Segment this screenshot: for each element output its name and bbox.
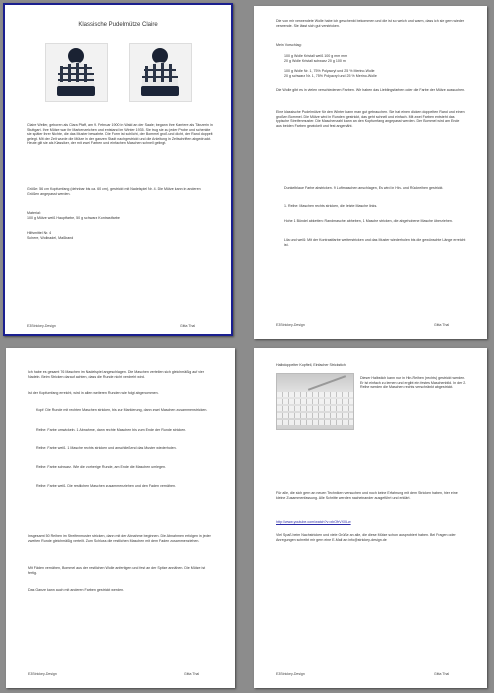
footer-right: Gitta Thal bbox=[434, 323, 450, 327]
tools-list: Schere, Wollnadel, Maßband bbox=[27, 236, 74, 240]
step-item: Hohe 1 Bündel abketten: Randmasche abheben, 1 Masche stricken, die abgehobene Masche überziehen. bbox=[284, 219, 453, 223]
step-item: Reihe: Farbe weiß. 1 Masche rechts stricken und anschließend das Muster wiederholen. bbox=[36, 446, 177, 450]
yarn-item: 100 g Wolle Nr. 1, 75% Polyacryl und 25 % Merino-Wolle bbox=[284, 69, 375, 73]
footer-right: Gitta Thal bbox=[434, 672, 450, 676]
material-heading: Material: bbox=[27, 211, 41, 215]
footer-left: E3Strickey-Design bbox=[28, 672, 57, 676]
hat-photo-1 bbox=[45, 43, 108, 102]
footer-left: E3Strickey-Design bbox=[27, 324, 56, 328]
intro-paragraph: Die von mir verwendete Wolle habe ich geschenkt bekommen und die ist so weich und warm, dass ich sie gern wieder verwende. Sie lässt sich gut verstricken. bbox=[276, 19, 465, 28]
body-paragraph: Für alle, die sich gern an neuen Techniken versuchen und noch keine Erfahrung mit dem Stricken haben, hier eine kleine Zusammenfassung. Alle Schritte werden nacheinander ausgeführt und erklärt. bbox=[276, 491, 458, 500]
body-line: Ist der Kopfumfang erreicht, wird in allen weiteren Runden wie folgt abgenommen. bbox=[28, 391, 159, 395]
video-link[interactable]: http://www.youtube.com/watch?v=xbOfrVX0Lw bbox=[276, 520, 351, 524]
closing-paragraph: Viel Spaß beim Nachstricken und viele Grüße an alle, die diese Mütze schon ausprobiert haben. Bei Fragen oder Anregungen schreibt mir gern eine E-Mail an info@strickey-design.de bbox=[276, 533, 456, 542]
yarn-item: 100 g Wolle Kristall weiß 100 g mm mm bbox=[284, 54, 348, 58]
image-caption: Halbdoppelter Kopfteil, Einfacher Strickstich bbox=[276, 363, 346, 367]
footer-left: E3Strickey-Design bbox=[276, 323, 305, 327]
footer-right: Gitta Thal bbox=[180, 324, 196, 328]
step-item: Reihe: Farbe umwickeln. 1 Abnahme, dann rechte Maschen bis zum Ende der Runde stricken. bbox=[36, 428, 187, 432]
body-paragraph: Mit Fäden vernähen, Bommel aus der restlichen Wolle anfertigen und fest an der Spitze annähen. Die Mütze ist fertig. bbox=[28, 566, 206, 575]
note-paragraph: Die Wolle gibt es in vielen verschiedenen Farben. Wir haben das Lieblingsfarben oder die Farbe der Mütze aussuchen. bbox=[276, 88, 466, 92]
footer-right: Gitta Thal bbox=[184, 672, 200, 676]
yarn-item: 20 g Wolle Kristall schwarz 20 g 100 m bbox=[284, 59, 346, 63]
specs-paragraph: Größe: 56 cm Kopfumfang (dehnbar bis ca. 60 cm), gestrickt mit Nadelspiel Nr. 4. Die Mütze kann in anderen Größen angepasst werden. bbox=[27, 187, 201, 196]
step-item: Lila und weiß: Mit der Kontrastfarbe weiterstricken und das Muster wiederholen bis die gewünschte Länge erreicht ist. bbox=[284, 238, 466, 247]
document-page-2 bbox=[254, 6, 487, 339]
document-page-4 bbox=[254, 348, 487, 688]
step-item: Dunkelblaue Farbe abstricken. 9 Luftmaschen anschlagen, Es wird in Hin- und Rückreihen gestrickt. bbox=[284, 186, 444, 190]
knitting-photo bbox=[276, 373, 354, 430]
document-page-3 bbox=[6, 348, 235, 688]
step-item: Reihe: Farbe weiß. Die restlichen Maschen zusammenziehen und den Faden vernähen. bbox=[36, 484, 177, 488]
body-paragraph: Insgesamt 50 Reihen im Streifenmuster stricken, dann mit der Abnahme beginnen. Die Abnahmen erfolgen in jeder zweiten Runde gleichmäßig verteilt. Zum Schluss die restlichen Maschen mit dem Faden zusammenziehen. bbox=[28, 534, 211, 543]
yarn-heading: Mein Vorschlag: bbox=[276, 43, 302, 47]
step-item: Reihe: Farbe schwarz. Wie die vorherige Runde, am Ende die Maschen umlegen. bbox=[36, 465, 167, 469]
intro-paragraph: Claire Weller, geboren als Clara Pfaff, am 9. Februar 1900 in Wald an der Saale; begann ihre Karriere als Tänzerin in Stuttgart. Ihre Mütze war ihr Markenzeichen und entstand im Winter 1935. Sie trug sie zu jeder Probe und schenkte sie später ihrer Nichte, die das Muster bewahrte. Die Form ist schlicht, der Bommel groß und dicht, der Rand doppelt gelegt. Mit der Zeit wurde die Mütze in der ganzen Stadt nachgestrickt und die Anleitung in Zeitschriften abgedruckt. Heute gilt sie als Klassiker, der mit zwei Farben und einfachen Maschen schnell gelingt. bbox=[27, 123, 213, 146]
body-paragraph: Eine klassische Pudelmütze für den Winter kann man gut gebrauchen. Sie hat einen dicken doppelten Rand und einen großen Bommel. Die Mütze wird in Runden gestrickt, das geht schnell und einfach. Mit zwei Farben entsteht das typische Streifenmuster. Die Maschenzahl kann an den Kopfumfang angepasst werden. Der Bommel wird am Ende aus beiden Farben gewickelt und fest angenäht. bbox=[276, 110, 465, 128]
step-item: Kopf: Die Runde mit rechten Maschen stricken, bis zur Markierung, dann zwei Maschen zusammenstricken. bbox=[36, 408, 208, 412]
step-item: 1. Reihe: Maschen rechts stricken, die letzte Masche links. bbox=[284, 204, 378, 208]
document-page-1 bbox=[3, 3, 233, 336]
yarn-item: 20 g schwarz Nr. 1, 75% Polyacryl und 25 % Merino-Wolle bbox=[284, 74, 377, 78]
body-paragraph: Das Ganze kann auch mit anderen Farben gestrickt werden. bbox=[28, 588, 125, 592]
material-list: 100 g Mütze weiß Hauptfarbe, 50 g schwarz Kontrastfarbe bbox=[27, 216, 120, 220]
tools-heading: Hilfsmittel Nr. 4 bbox=[27, 231, 52, 235]
hat-photo-2 bbox=[129, 43, 192, 102]
intro-paragraph: Ich habe es gesamt 76 Maschen im Nadelspiel angeschlagen. Die Maschen verteilen sich gleichmäßig auf vier Nadeln. Beim Stricken darauf achten, dass die Runde nicht verdreht wird. bbox=[28, 370, 204, 379]
footer-left: E3Strickey-Design bbox=[276, 672, 305, 676]
side-paragraph: Dieser Halbstich kann nur in Hin-Reihen (rechts) gestrickt werden. Er ist einfach zu lernen und ergibt ein festes Maschenbild. In der 2. Reihe werden die Maschen rechts verschränkt abgestrickt. bbox=[360, 376, 467, 390]
page-title: Klassische Pudelmütze Claire bbox=[78, 22, 158, 28]
